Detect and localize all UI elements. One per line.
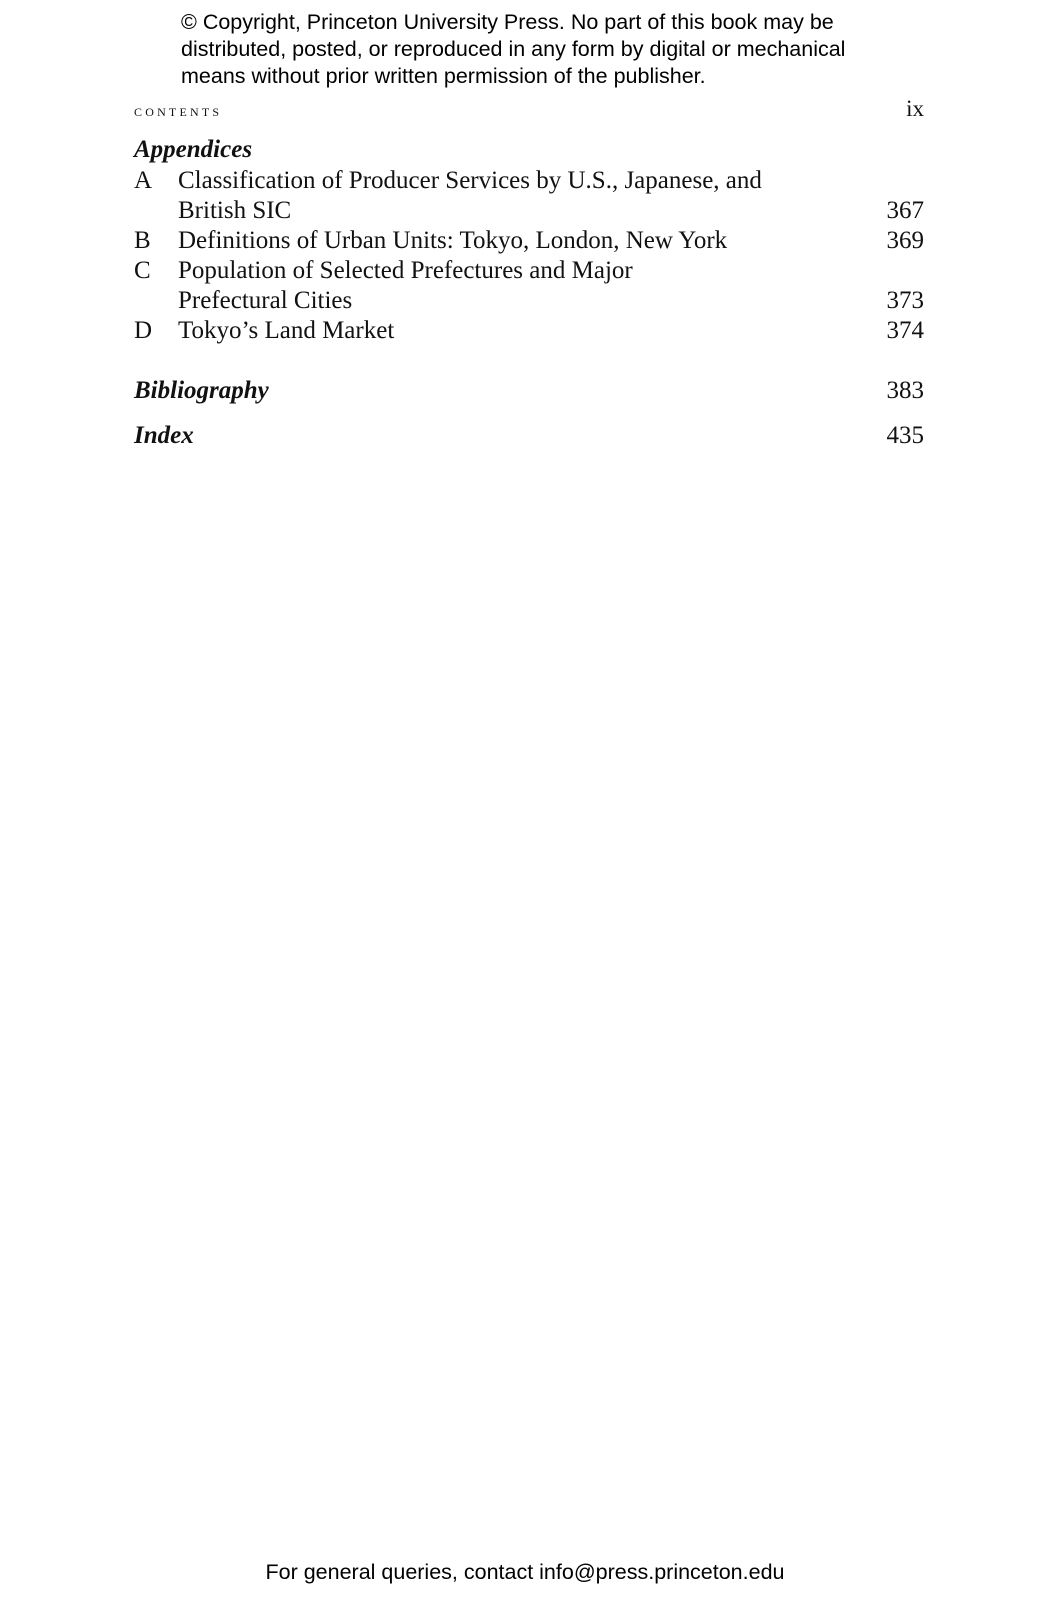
toc-entry-appendix-d[interactable] <box>134 316 924 346</box>
appendix-title-line: Classification of Producer Services by U.S., Japanese, and <box>178 167 762 194</box>
table-of-contents <box>134 134 924 451</box>
bibliography-page-number: 383 <box>886 377 924 404</box>
appendix-page-number: 374 <box>886 317 924 344</box>
toc-entry-appendix-a[interactable] <box>134 166 924 226</box>
index-page-number: 435 <box>886 422 924 449</box>
copyright-line: means without prior written permission of the publisher. <box>181 64 706 88</box>
appendix-title-line: Prefectural Cities <box>178 287 353 314</box>
toc-entry-appendix-b[interactable] <box>134 226 924 256</box>
appendix-page-number: 369 <box>886 227 924 254</box>
appendix-letter: B <box>134 227 151 254</box>
appendix-title-line: Population of Selected Prefectures and Major <box>178 257 633 284</box>
copyright-line: © Copyright, Princeton University Press. No part of this book may be <box>181 10 834 34</box>
bibliography-title: Bibliography <box>134 377 269 404</box>
toc-entry-bibliography[interactable] <box>134 376 924 406</box>
copyright-notice <box>181 9 941 90</box>
page-number: ix <box>906 96 924 121</box>
index-title: Index <box>134 422 194 449</box>
appendix-letter: A <box>134 167 153 194</box>
footer-contact: For general queries, contact info@press.princeton.edu <box>265 1560 785 1584</box>
toc-entry-index[interactable] <box>134 421 924 451</box>
appendix-letter: C <box>134 257 151 284</box>
appendices-heading: Appendices <box>134 136 253 163</box>
running-head <box>134 96 924 126</box>
appendix-page-number: 367 <box>886 197 924 224</box>
appendix-page-number: 373 <box>886 287 924 314</box>
appendix-title-line: Tokyo’s Land Market <box>178 317 395 344</box>
appendix-title-line: Definitions of Urban Units: Tokyo, London, New York <box>178 227 728 254</box>
running-head-label: contents <box>134 100 223 120</box>
copyright-line: distributed, posted, or reproduced in any form by digital or mechanical <box>181 37 846 61</box>
appendix-title-line: British SIC <box>178 197 292 224</box>
appendix-letter: D <box>134 317 153 344</box>
toc-entry-appendix-c[interactable] <box>134 256 924 316</box>
